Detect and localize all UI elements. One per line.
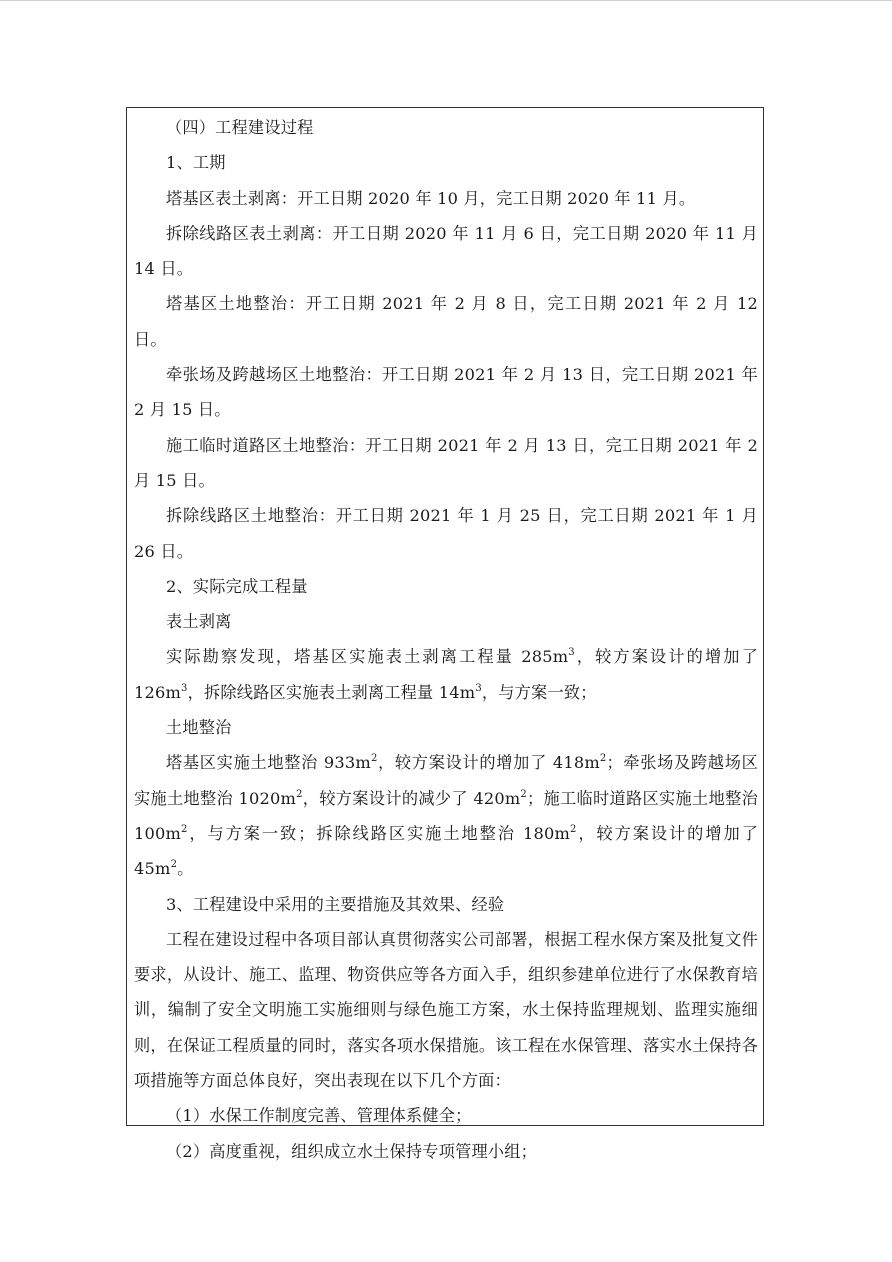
subsection-heading-schedule: 1、工期 (166, 153, 226, 173)
section-title: （四）工程建设过程 (166, 118, 314, 137)
land-paragraph: 塔基区实施土地整治 $933m^2$，较方案设计的增加了 $418m^2$；牵张场及跨越场区实施土地整治 $1020m^2$，较方案设计的减少了 $420m^2$；施工临时道路区实施土地整治 $100m^2$，与方案一致；拆除线路区实施土地整治 $180m^2$，较方案设计的增加了 $45m^2$。 (134, 753, 758, 879)
schedule-item: 施工临时道路区土地整治：开工日期 2021 年 2 月 13 日，完工日期 2021 年 2 月 15 日。 (134, 435, 758, 490)
schedule-item: 塔基区表土剥离：开工日期 2020 年 10 月，完工日期 2020 年 11 月。 (166, 188, 696, 208)
document-body (134, 108, 758, 1169)
document-table-cell (126, 107, 764, 1161)
measure-item: （2）高度重视，组织成立水土保持专项管理小组； (166, 1141, 538, 1161)
measure-item: （1）水保工作制度完善、管理体系健全； (166, 1106, 472, 1126)
schedule-item: 拆除线路区土地整治：开工日期 2021 年 1 月 25 日，完工日期 2021 年 1 月 26 日。 (134, 506, 758, 561)
measures-paragraph: 工程在建设过程中各项目部认真贯彻落实公司部署，根据工程水保方案及批复文件要求，从设计、施工、监理、物资供应等各方面入手，组织参建单位进行了水保教育培训，编制了安全文明施工实施细则与绿色施工方案，水土保持监理规划、监理实施细则，在保证工程质量的同时，落实各项水保措施。该工程在水保管理、落实水土保持各项措施等方面总体良好，突出表现在以下几个方面： (134, 929, 758, 1091)
subsection-heading-quantities: 2、实际完成工程量 (166, 576, 308, 596)
schedule-item: 塔基区土地整治：开工日期 2021 年 2 月 8 日，完工日期 2021 年 2 月 12 日。 (134, 294, 758, 349)
stripping-paragraph: 实际勘察发现，塔基区实施表土剥离工程量 $285m^3$，较方案设计的增加了 $126m^3$，拆除线路区实施表土剥离工程量 $14m^3$，与方案一致； (134, 647, 758, 702)
subsection-heading-measures: 3、工程建设中采用的主要措施及其效果、经验 (166, 894, 505, 914)
schedule-item: 牵张场及跨越场区土地整治：开工日期 2021 年 2 月 13 日，完工日期 2021 年 2 月 15 日。 (134, 365, 758, 420)
stripping-heading: 表土剥离 (166, 612, 232, 632)
schedule-item: 拆除线路区表土剥离：开工日期 2020 年 11 月 6 日，完工日期 2020 年 11 月 14 日。 (134, 223, 758, 279)
land-heading: 土地整治 (166, 718, 232, 738)
page-top-rule (0, 0, 892, 1)
